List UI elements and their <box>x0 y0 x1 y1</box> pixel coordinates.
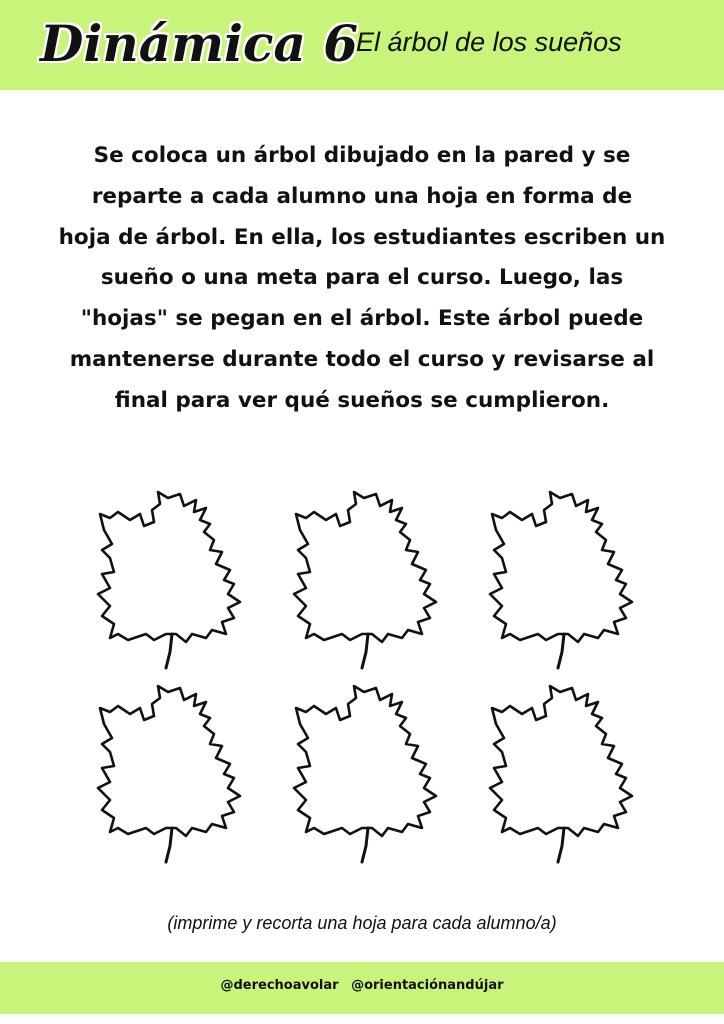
instructions-line: Se coloca un árbol dibujado en la pared y se <box>93 143 631 168</box>
maple-leaf-icon <box>88 484 248 674</box>
instructions-line: final para ver qué sueños se cumplieron. <box>114 387 610 413</box>
print-note: (imprime y recorta una hoja para cada alumno/a) <box>167 913 557 933</box>
maple-leaf-icon <box>284 484 444 674</box>
instructions-paragraph <box>40 136 684 422</box>
instructions-line: "hojas" se pegan en el árbol. Este árbol puede <box>80 306 644 332</box>
maple-leaf-icon <box>480 678 640 868</box>
footer-handles <box>0 968 724 1004</box>
instructions-line: hoja de árbol. En ella, los estudiantes escriben un <box>58 224 666 250</box>
page-title: Dinámica 6 <box>40 14 359 73</box>
instructions-line: sueño o una meta para el curso. Luego, las <box>100 265 624 291</box>
page-subtitle: El árbol de los sueños <box>356 27 622 57</box>
maple-leaf-icon <box>480 484 640 674</box>
maple-leaf-icon <box>284 678 444 868</box>
instructions-line: reparte a cada alumno una hoja en forma de <box>91 183 633 209</box>
leaf-grid <box>0 470 724 870</box>
social-handle: @derechoavolar <box>220 978 339 993</box>
social-handle: @orientaciónandújar <box>351 978 504 993</box>
maple-leaf-icon <box>88 678 248 868</box>
instructions-line: mantenerse durante todo el curso y revisarse al <box>69 346 655 372</box>
